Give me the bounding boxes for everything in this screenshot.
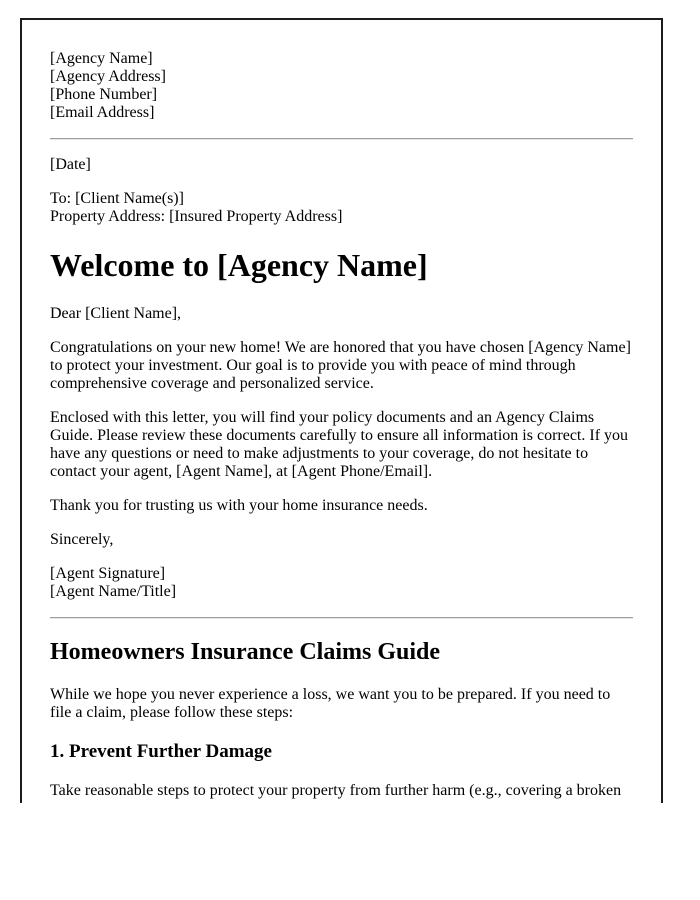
agent-signature: [Agent Signature] xyxy=(50,564,166,582)
date-line: [Date] xyxy=(50,156,91,173)
recipient-block xyxy=(50,190,633,226)
agent-name-title: [Agent Name/Title] xyxy=(50,582,177,600)
paragraph-thank-you: Thank you for trusting us with your home insurance needs. xyxy=(50,496,428,514)
header-divider xyxy=(50,138,633,140)
letter-title: Welcome to [Agency Name] xyxy=(50,247,428,283)
claims-step1-text: Take reasonable steps to protect your property from further harm (e.g., covering a broken xyxy=(50,782,622,800)
signature-block xyxy=(50,565,633,601)
agency-name: [Agency Name] xyxy=(50,50,153,67)
recipient-property-line: Property Address: [Insured Property Address] xyxy=(50,208,343,225)
agency-email: [Email Address] xyxy=(50,104,155,121)
claims-guide-intro: While we hope you never experience a loss, we want you to be prepared. If you need to file a claim, please follow these steps: xyxy=(50,686,611,722)
recipient-to-line: To: [Client Name(s)] xyxy=(50,190,184,207)
letter-page xyxy=(20,18,663,803)
section-divider xyxy=(50,617,633,619)
closing: Sincerely, xyxy=(50,530,114,548)
paragraph-enclosed-documents: Enclosed with this letter, you will find your policy documents and an Agency Claims Guide. Please review these documents carefully to ensure all information is correct. If you have any questions or need to make adjustments to your coverage, do not hesitate to contact your agent, [Agent Name], at [Agent Phone/Email]. xyxy=(50,408,629,480)
agency-address: [Agency Address] xyxy=(50,68,166,85)
paragraph-congratulations: Congratulations on your new home! We are honored that you have chosen [Agency Name] to protect your investment. Our goal is to provide you with peace of mind through comprehensive coverage and personalized service. xyxy=(50,338,631,392)
claims-step1-heading: 1. Prevent Further Damage xyxy=(50,741,272,763)
salutation: Dear [Client Name], xyxy=(50,304,182,322)
agency-phone: [Phone Number] xyxy=(50,86,158,103)
agency-header-block xyxy=(50,50,633,122)
claims-guide-title: Homeowners Insurance Claims Guide xyxy=(50,638,440,665)
